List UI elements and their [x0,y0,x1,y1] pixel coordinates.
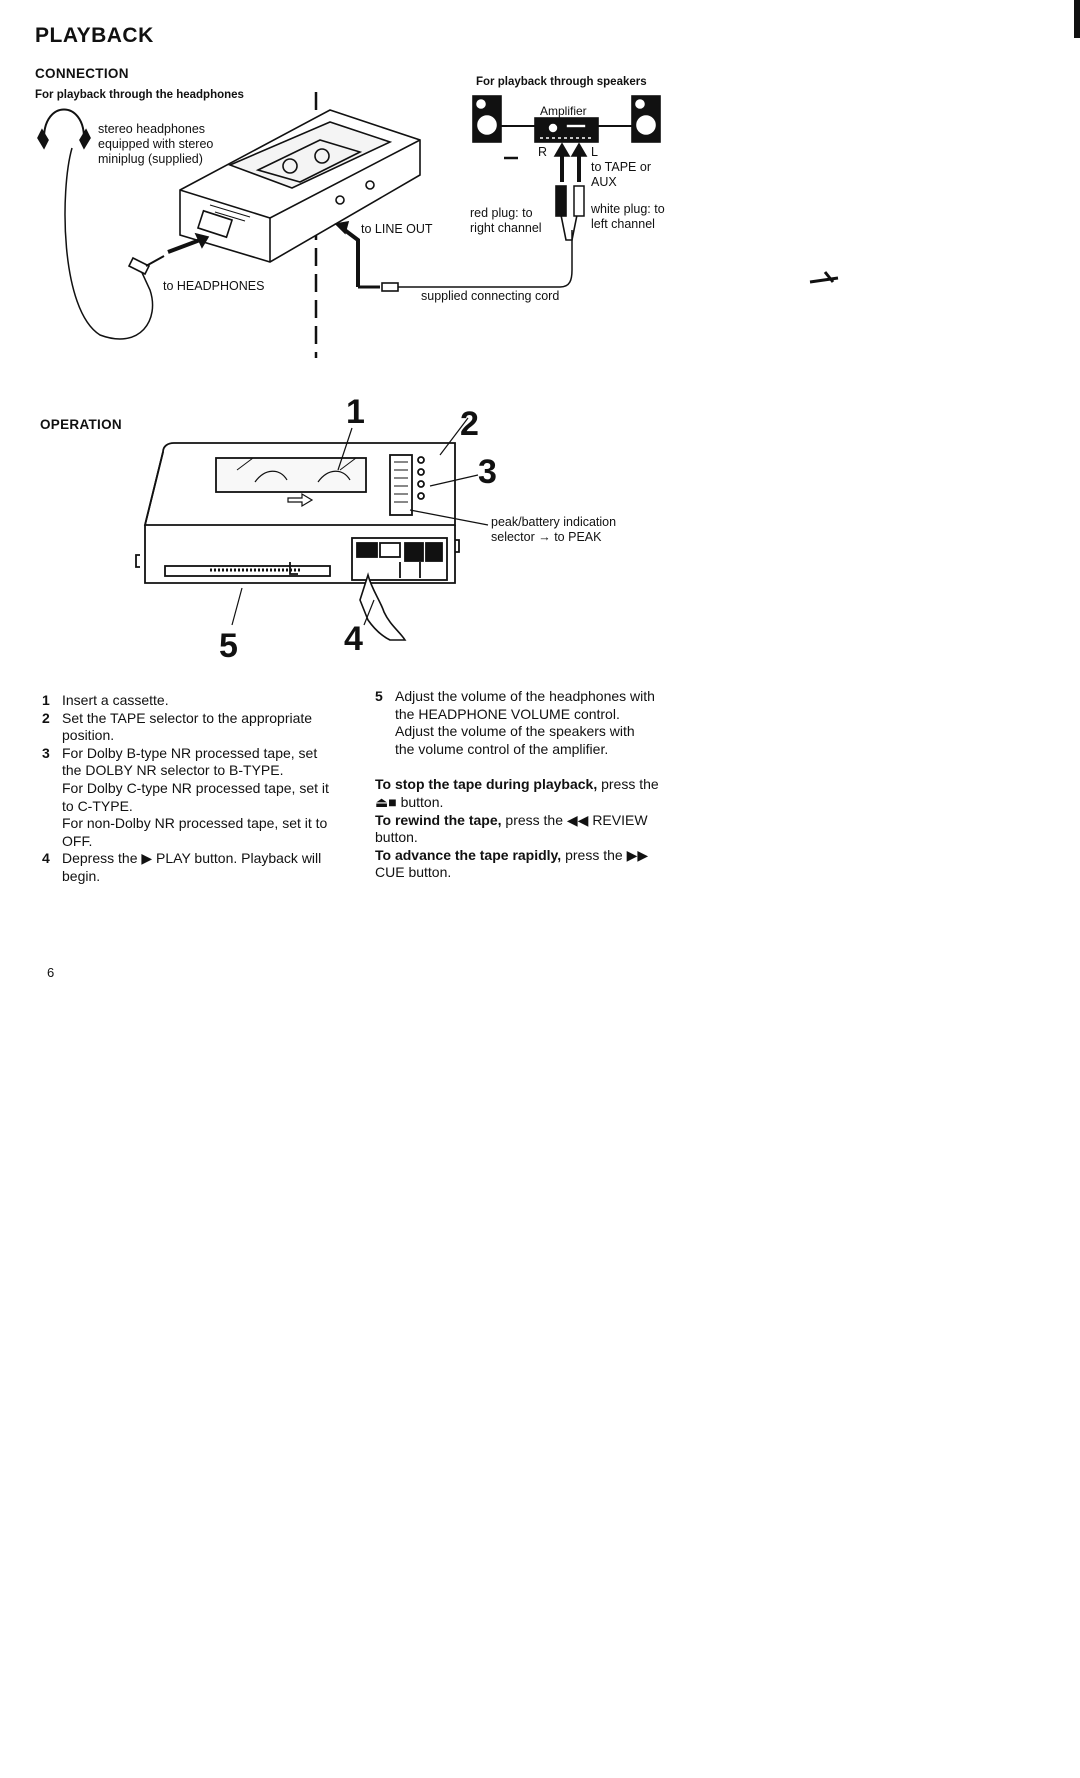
white-plug-label: white plug: to left channel [591,202,665,231]
cassette-deck-operation-icon [136,443,459,583]
callout-5: 5 [219,627,238,665]
to-line-out-label: to LINE OUT [361,222,433,236]
red-plug-label: red plug: to right channel [470,206,542,235]
stray-mark [810,272,838,282]
callout-2: 2 [460,405,479,443]
left-channel-letter: L [591,145,598,159]
step-3: 3 For Dolby B-type NR processed tape, set the DOLBY NR selector to B-TYPE. For Dolby C-type NR processed tape, set it to C-TYPE. For non-Dolby NR processed tape, set it to OFF. [42,744,329,849]
cassette-deck-connection-icon [180,110,420,262]
peak-selector-label: peak/battery indication selector → to PEAK [491,515,617,544]
page-title: PLAYBACK [35,24,154,47]
page-number: 6 [47,965,55,980]
steps-right-column [375,688,680,882]
headphones-caption: For playback through the headphones [35,89,244,101]
step-1: 1 Insert a cassette. [42,692,169,708]
hand-icon [360,575,405,640]
note-rewind: To rewind the tape, press the ◀◀ REVIEW button. [375,811,648,846]
callout-4: 4 [344,620,363,658]
steps-left-column [42,692,348,886]
to-headphones-label: to HEADPHONES [163,279,265,293]
speakers-caption: For playback through speakers [476,76,647,88]
step-5: 5 Adjust the volume of the headphones with the HEADPHONE VOLUME control. Adjust the volume of the speakers with the volume control of the amplifier. [375,688,655,757]
connection-heading: CONNECTION [35,66,129,81]
right-channel-letter: R [538,145,548,159]
note-stop: To stop the tape during playback, press the ⏏■ button. [375,776,659,810]
callout-1: 1 [346,393,365,431]
amplifier-label: Amplifier [540,104,587,118]
step-4: 4 Depress the ▶ PLAY button. Playback will begin. [42,850,322,884]
step-2: 2 Set the TAPE selector to the appropriate position. [42,709,313,744]
to-tape-aux-label: to TAPE or AUX [591,160,651,189]
callout-3: 3 [478,453,497,491]
headphones-label: stereo headphones equipped with stereo miniplug (supplied) [98,122,214,166]
note-advance: To advance the tape rapidly, press the ▶▶ CUE button. [375,846,649,881]
operation-heading: OPERATION [40,417,122,432]
cord-label: supplied connecting cord [421,289,560,303]
headphones-icon [38,110,164,339]
